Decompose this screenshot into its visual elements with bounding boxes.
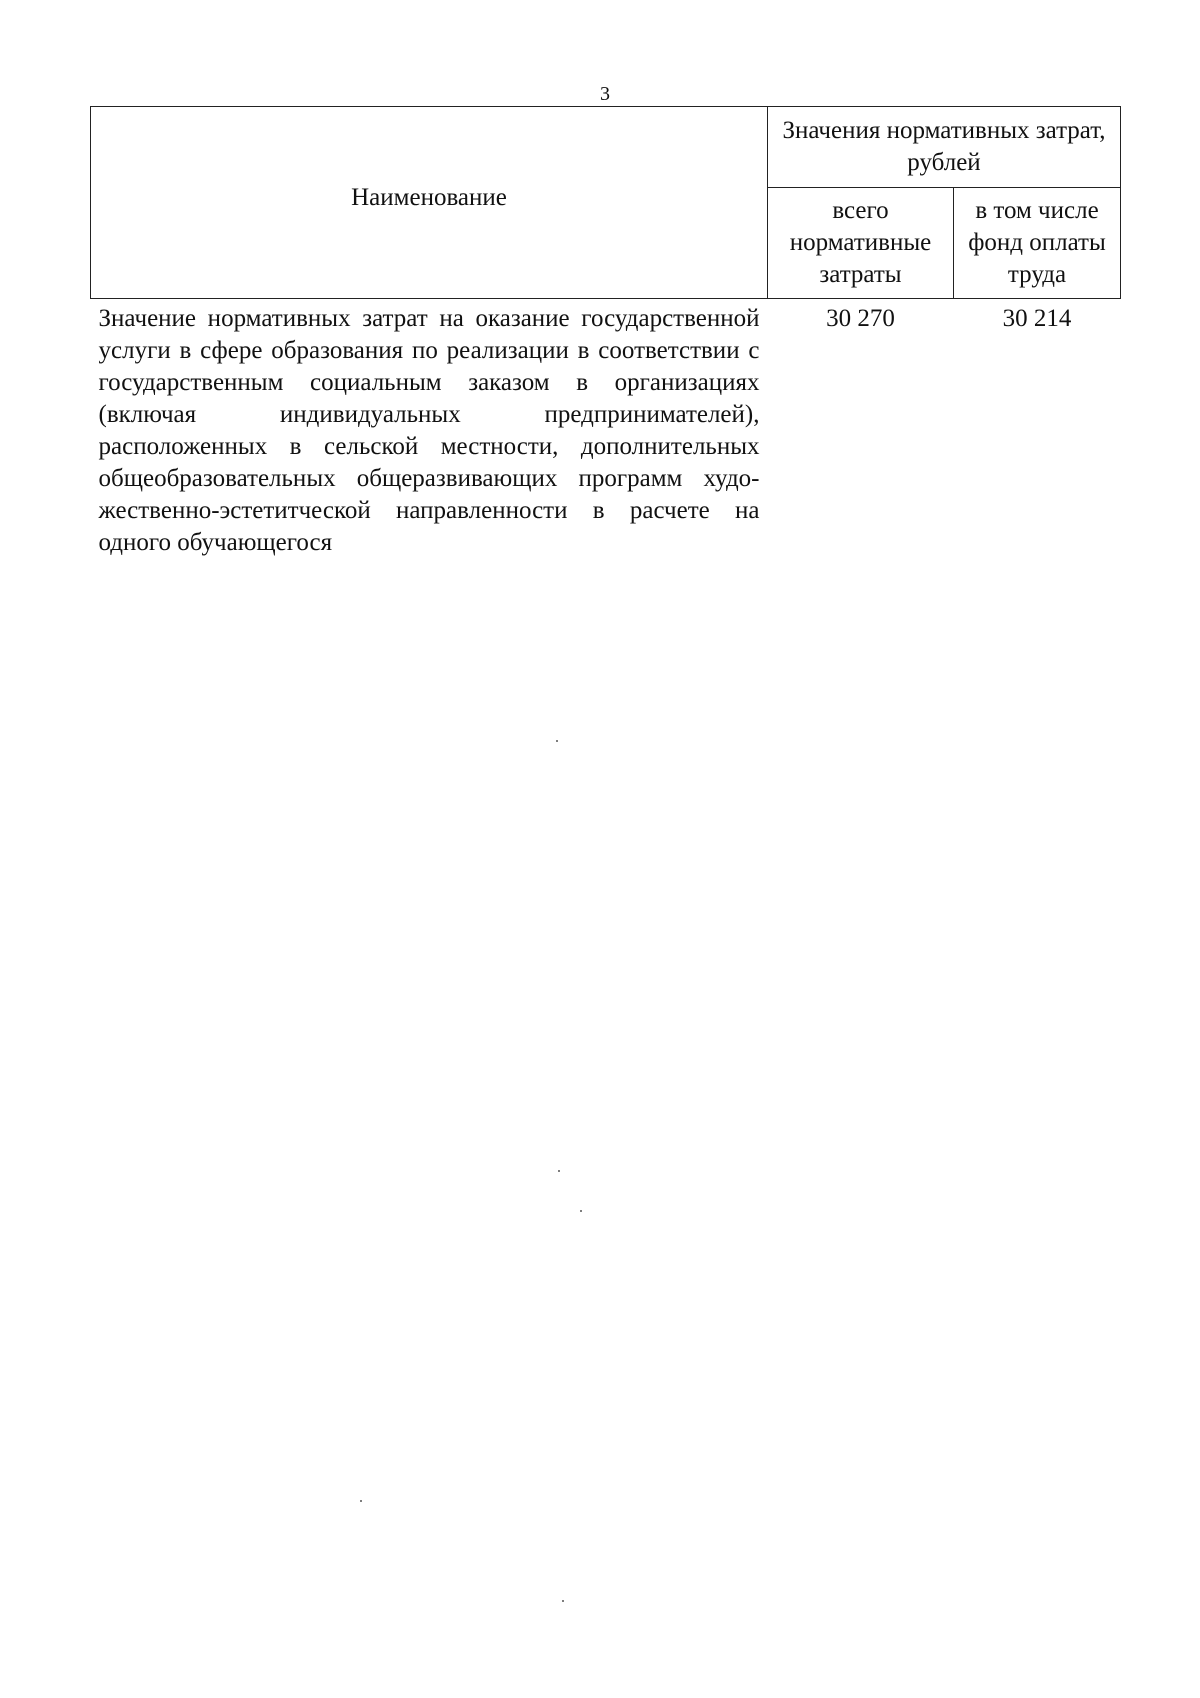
table-header (91, 107, 1121, 299)
scan-speck (580, 1210, 582, 1212)
row-name-cell: Значение нормативных затрат на оказание государственной услуги в сфере образования по реализации в соответствии с государственным социальным заказом в организациях (включая индивидуальных предпринимателей), расположенных в сельской местности, дополнительных общеобразовательных общеразвивающих программ художественно-эстетитческой направленности в расчете на одного обучающегося (98, 305, 760, 556)
normative-costs-table (90, 106, 1121, 559)
table-row (91, 299, 1121, 560)
column-header-total-costs: всего нормативные затраты (768, 188, 954, 299)
scan-speck (562, 1600, 564, 1602)
row-total-cell: 30 270 (826, 305, 895, 332)
scan-speck (360, 1500, 362, 1502)
row-payroll-cell: 30 214 (1002, 305, 1072, 332)
column-header-name: Наименование (91, 107, 768, 299)
column-group-header-cost-values: Значения нормативных затрат, рублей (768, 107, 1121, 188)
scan-speck (558, 1170, 560, 1172)
page-number: 3 (600, 83, 610, 105)
scan-speck (556, 740, 558, 742)
column-header-payroll-fund: в том числе фонд оплаты труда (954, 188, 1121, 299)
